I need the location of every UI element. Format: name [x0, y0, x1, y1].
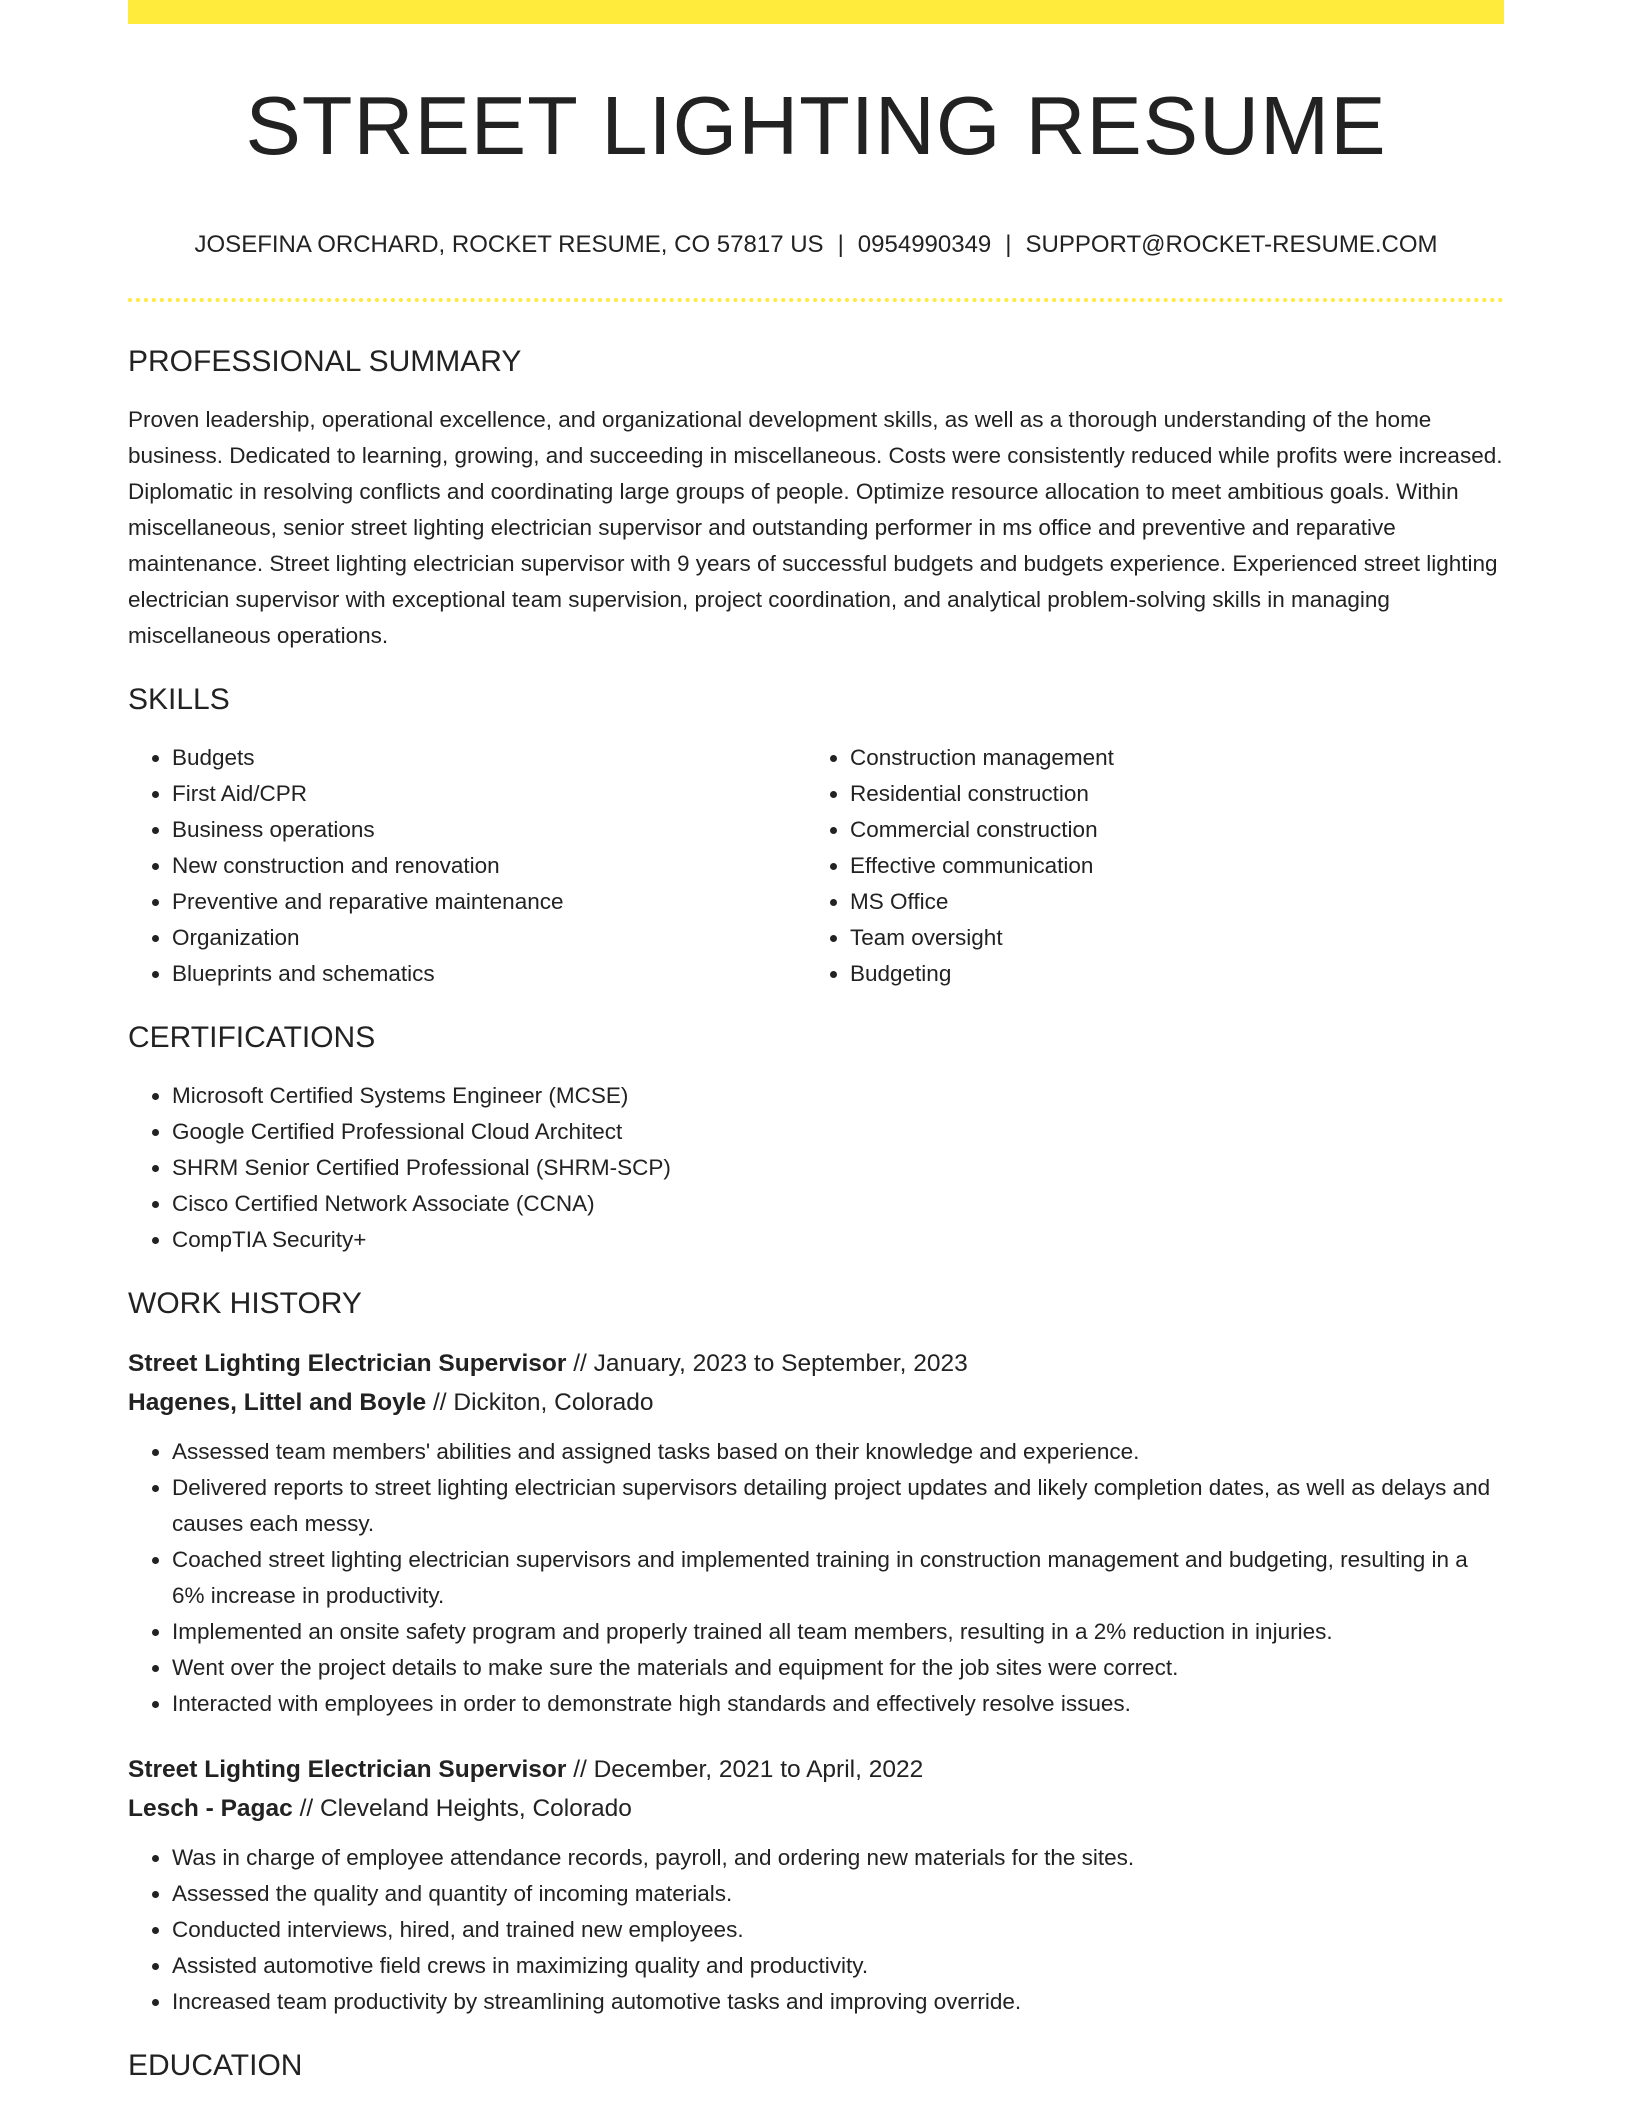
- job-location: // Cleveland Heights, Colorado: [292, 1794, 632, 1822]
- skills-list-left: [128, 740, 806, 992]
- job-bullets: [128, 1840, 1504, 2020]
- contact-separator: |: [837, 231, 844, 258]
- contact-address: JOSEFINA ORCHARD, ROCKET RESUME, CO 57817 US: [194, 231, 824, 258]
- skill-item: • Residential construction: [850, 776, 1484, 812]
- skill-item: • Effective communication: [850, 848, 1484, 884]
- skills-grid: [128, 718, 1504, 992]
- resume-page: [128, 0, 1504, 2084]
- summary-text: Proven leadership, operational excellence, and organizational development skills, as well as a thorough understanding of the home business. Dedicated to learning, growing, and succeeding in miscellaneous. Costs were consistently reduced while profits were increased. Diplomatic in resolving conflicts and coordinating large groups of people. Optimize resource allocation to meet ambitious goals. Within miscellaneous, senior street lighting electrician supervisor and outstanding performer in ms office and preventive and reparative maintenance. Street lighting electrician supervisor with 9 years of successful budgets and budgets experience. Experienced street lighting electrician supervisor with exceptional team supervision, project coordination, and analytical problem-solving skills in managing miscellaneous operations.: [128, 406, 1503, 648]
- skill-item: • Blueprints and schematics: [172, 956, 806, 992]
- job-bullet: • Assisted automotive field crews in maximizing quality and productivity.: [172, 1948, 1504, 1984]
- skills-list-right: [806, 740, 1484, 992]
- resume-title: STREET LIGHTING RESUME: [245, 79, 1387, 172]
- skill-item: • Budgets: [172, 740, 806, 776]
- job-bullet: • Was in charge of employee attendance records, payroll, and ordering new materials for the sites.: [172, 1840, 1504, 1876]
- job-entry: [128, 1750, 1504, 2020]
- job-company-line: [128, 1383, 1504, 1422]
- skill-item: • Construction management: [850, 740, 1484, 776]
- job-title: Street Lighting Electrician Supervisor: [128, 1349, 567, 1377]
- skill-item: • Organization: [172, 920, 806, 956]
- contact-separator: |: [1005, 231, 1012, 258]
- skill-item: • Budgeting: [850, 956, 1484, 992]
- contact-email: SUPPORT@ROCKET-RESUME.COM: [1025, 231, 1438, 258]
- top-accent-bar: [128, 0, 1504, 24]
- job-bullet: • Increased team productivity by streamlining automotive tasks and improving override.: [172, 1984, 1504, 2020]
- skill-item: • First Aid/CPR: [172, 776, 806, 812]
- job-bullet: • Conducted interviews, hired, and trained new employees.: [172, 1912, 1504, 1948]
- dotted-divider: [128, 298, 1504, 302]
- certification-item: • Google Certified Professional Cloud Architect: [172, 1114, 1504, 1150]
- job-location: // Dickiton, Colorado: [426, 1388, 654, 1416]
- summary-heading: PROFESSIONAL SUMMARY: [128, 344, 522, 378]
- job-bullets: [128, 1434, 1504, 1722]
- work-history-heading: WORK HISTORY: [128, 1286, 362, 1320]
- skill-item: • Preventive and reparative maintenance: [172, 884, 806, 920]
- job-title-line: [128, 1344, 1504, 1383]
- job-title: Street Lighting Electrician Supervisor: [128, 1755, 567, 1783]
- certification-item: • Microsoft Certified Systems Engineer (MCSE): [172, 1078, 1504, 1114]
- job-bullet: • Went over the project details to make sure the materials and equipment for the job sites were correct.: [172, 1650, 1504, 1686]
- skill-item: • MS Office: [850, 884, 1484, 920]
- certification-item: • SHRM Senior Certified Professional (SHRM-SCP): [172, 1150, 1504, 1186]
- job-bullet: • Delivered reports to street lighting electrician supervisors detailing project updates and likely completion dates, as well as delays and causes each messy.: [172, 1470, 1504, 1542]
- certifications-heading: CERTIFICATIONS: [128, 1020, 376, 1054]
- certifications-list: [128, 1078, 1504, 1258]
- skill-item: • Commercial construction: [850, 812, 1484, 848]
- skills-heading: SKILLS: [128, 682, 230, 716]
- certification-item: • Cisco Certified Network Associate (CCNA): [172, 1186, 1504, 1222]
- job-entry: [128, 1344, 1504, 1722]
- skill-item: • New construction and renovation: [172, 848, 806, 884]
- contact-phone: 0954990349: [857, 231, 992, 258]
- job-bullet: • Implemented an onsite safety program and properly trained all team members, resulting in a 2% reduction in injuries.: [172, 1614, 1504, 1650]
- job-bullet: • Interacted with employees in order to demonstrate high standards and effectively resolve issues.: [172, 1686, 1504, 1722]
- job-bullet: • Assessed team members' abilities and assigned tasks based on their knowledge and experience.: [172, 1434, 1504, 1470]
- job-dates: // January, 2023 to September, 2023: [566, 1349, 968, 1377]
- certification-item: • CompTIA Security+: [172, 1222, 1504, 1258]
- job-company-line: [128, 1789, 1504, 1828]
- skill-item: • Team oversight: [850, 920, 1484, 956]
- job-title-line: [128, 1750, 1504, 1789]
- job-company: Lesch - Pagac: [128, 1794, 293, 1822]
- job-company: Hagenes, Littel and Boyle: [128, 1388, 427, 1416]
- job-dates: // December, 2021 to April, 2022: [566, 1755, 924, 1783]
- skill-item: • Business operations: [172, 812, 806, 848]
- education-heading: EDUCATION: [128, 2048, 303, 2082]
- job-bullet: • Assessed the quality and quantity of incoming materials.: [172, 1876, 1504, 1912]
- job-bullet: • Coached street lighting electrician supervisors and implemented training in construction management and budgeting, resulting in a 6% increase in productivity.: [172, 1542, 1504, 1614]
- contact-line: [128, 231, 1504, 260]
